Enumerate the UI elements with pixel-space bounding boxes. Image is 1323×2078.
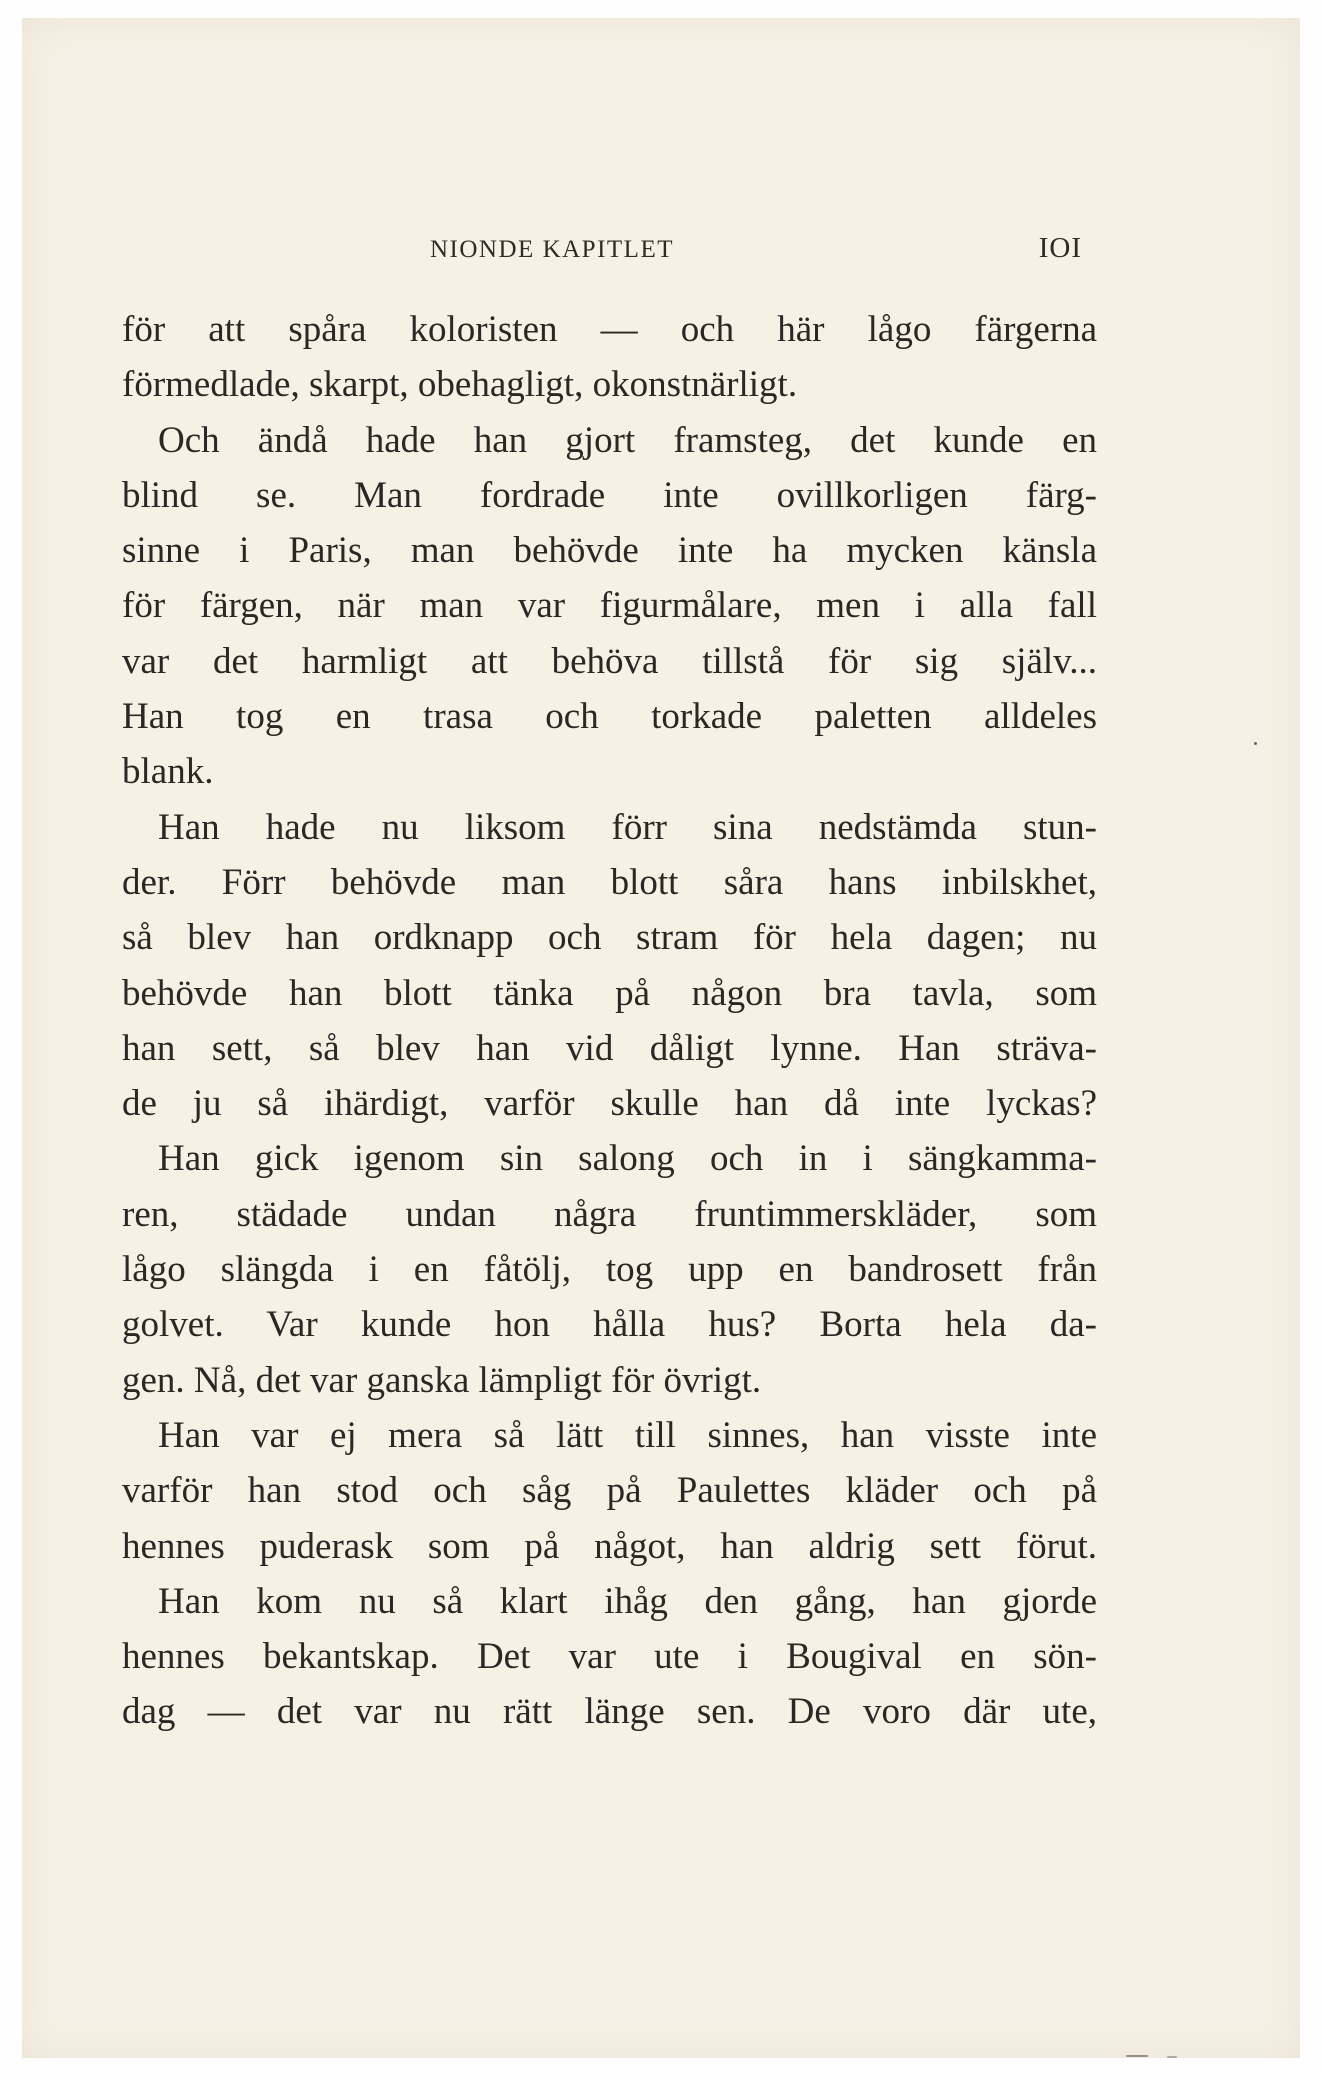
paper-speck [1254, 742, 1257, 745]
text-line: sinne i Paris, man behövde inte ha mycken känsla [122, 530, 1097, 572]
text-line: Han var ej mera så lätt till sinnes, han visste inte [158, 1414, 1097, 1456]
chapter-title: NIONDE KAPITLET [430, 236, 674, 263]
book-page [22, 18, 1300, 2058]
paper-speck [1126, 2055, 1148, 2057]
text-line: hennes puderask som på något, han aldrig sett förut. [122, 1525, 1097, 1567]
text-line: hennes bekantskap. Det var ute i Bougival en sön- [122, 1636, 1097, 1678]
text-line: Han hade nu liksom förr sina nedstämda stun- [158, 806, 1097, 848]
paper-speck [1167, 2056, 1177, 2058]
text-line: för att spåra koloristen — och här lågo färgerna [122, 309, 1097, 350]
text-line: Han gick igenom sin salong och in i sängkamma- [158, 1138, 1097, 1180]
text-line: varför han stod och såg på Paulettes kläder och på [122, 1470, 1097, 1512]
page-number: IOI [1038, 232, 1082, 264]
text-line: blank. [122, 751, 214, 793]
running-header [122, 230, 1082, 270]
text-line: der. Förr behövde man blott såra hans inbilskhet, [122, 861, 1097, 903]
text-line: ren, städade undan några fruntimmerskläder, som [122, 1193, 1097, 1235]
text-line: Han tog en trasa och torkade paletten alldeles [122, 696, 1097, 738]
text-line: behövde han blott tänka på någon bra tavla, som [122, 972, 1097, 1014]
text-line: golvet. Var kunde hon hålla hus? Borta hela da- [122, 1304, 1097, 1346]
text-line: förmedlade, skarpt, obehagligt, okonstnärligt. [122, 364, 798, 406]
text-line: Och ändå hade han gjort framsteg, det kunde en [158, 419, 1097, 461]
text-line: de ju så ihärdigt, varför skulle han då inte lyckas? [122, 1083, 1097, 1125]
text-line: gen. Nå, det var ganska lämpligt för övrigt. [122, 1359, 762, 1401]
text-line: dag — det var nu rätt länge sen. De voro där ute, [122, 1691, 1097, 1733]
text-line: för färgen, när man var figurmålare, men i alla fall [122, 585, 1097, 627]
text-line: lågo slängda i en fåtölj, tog upp en bandrosett från [122, 1249, 1097, 1291]
text-line: Han kom nu så klart ihåg den gång, han gjorde [158, 1580, 1097, 1622]
text-line: så blev han ordknapp och stram för hela dagen; nu [122, 917, 1097, 959]
text-line: han sett, så blev han vid dåligt lynne. Han sträva- [122, 1027, 1097, 1069]
text-line: blind se. Man fordrade inte ovillkorligen färg- [122, 474, 1097, 516]
text-line: var det harmligt att behöva tillstå för sig själv... [122, 640, 1097, 682]
body-text [122, 302, 1097, 1740]
